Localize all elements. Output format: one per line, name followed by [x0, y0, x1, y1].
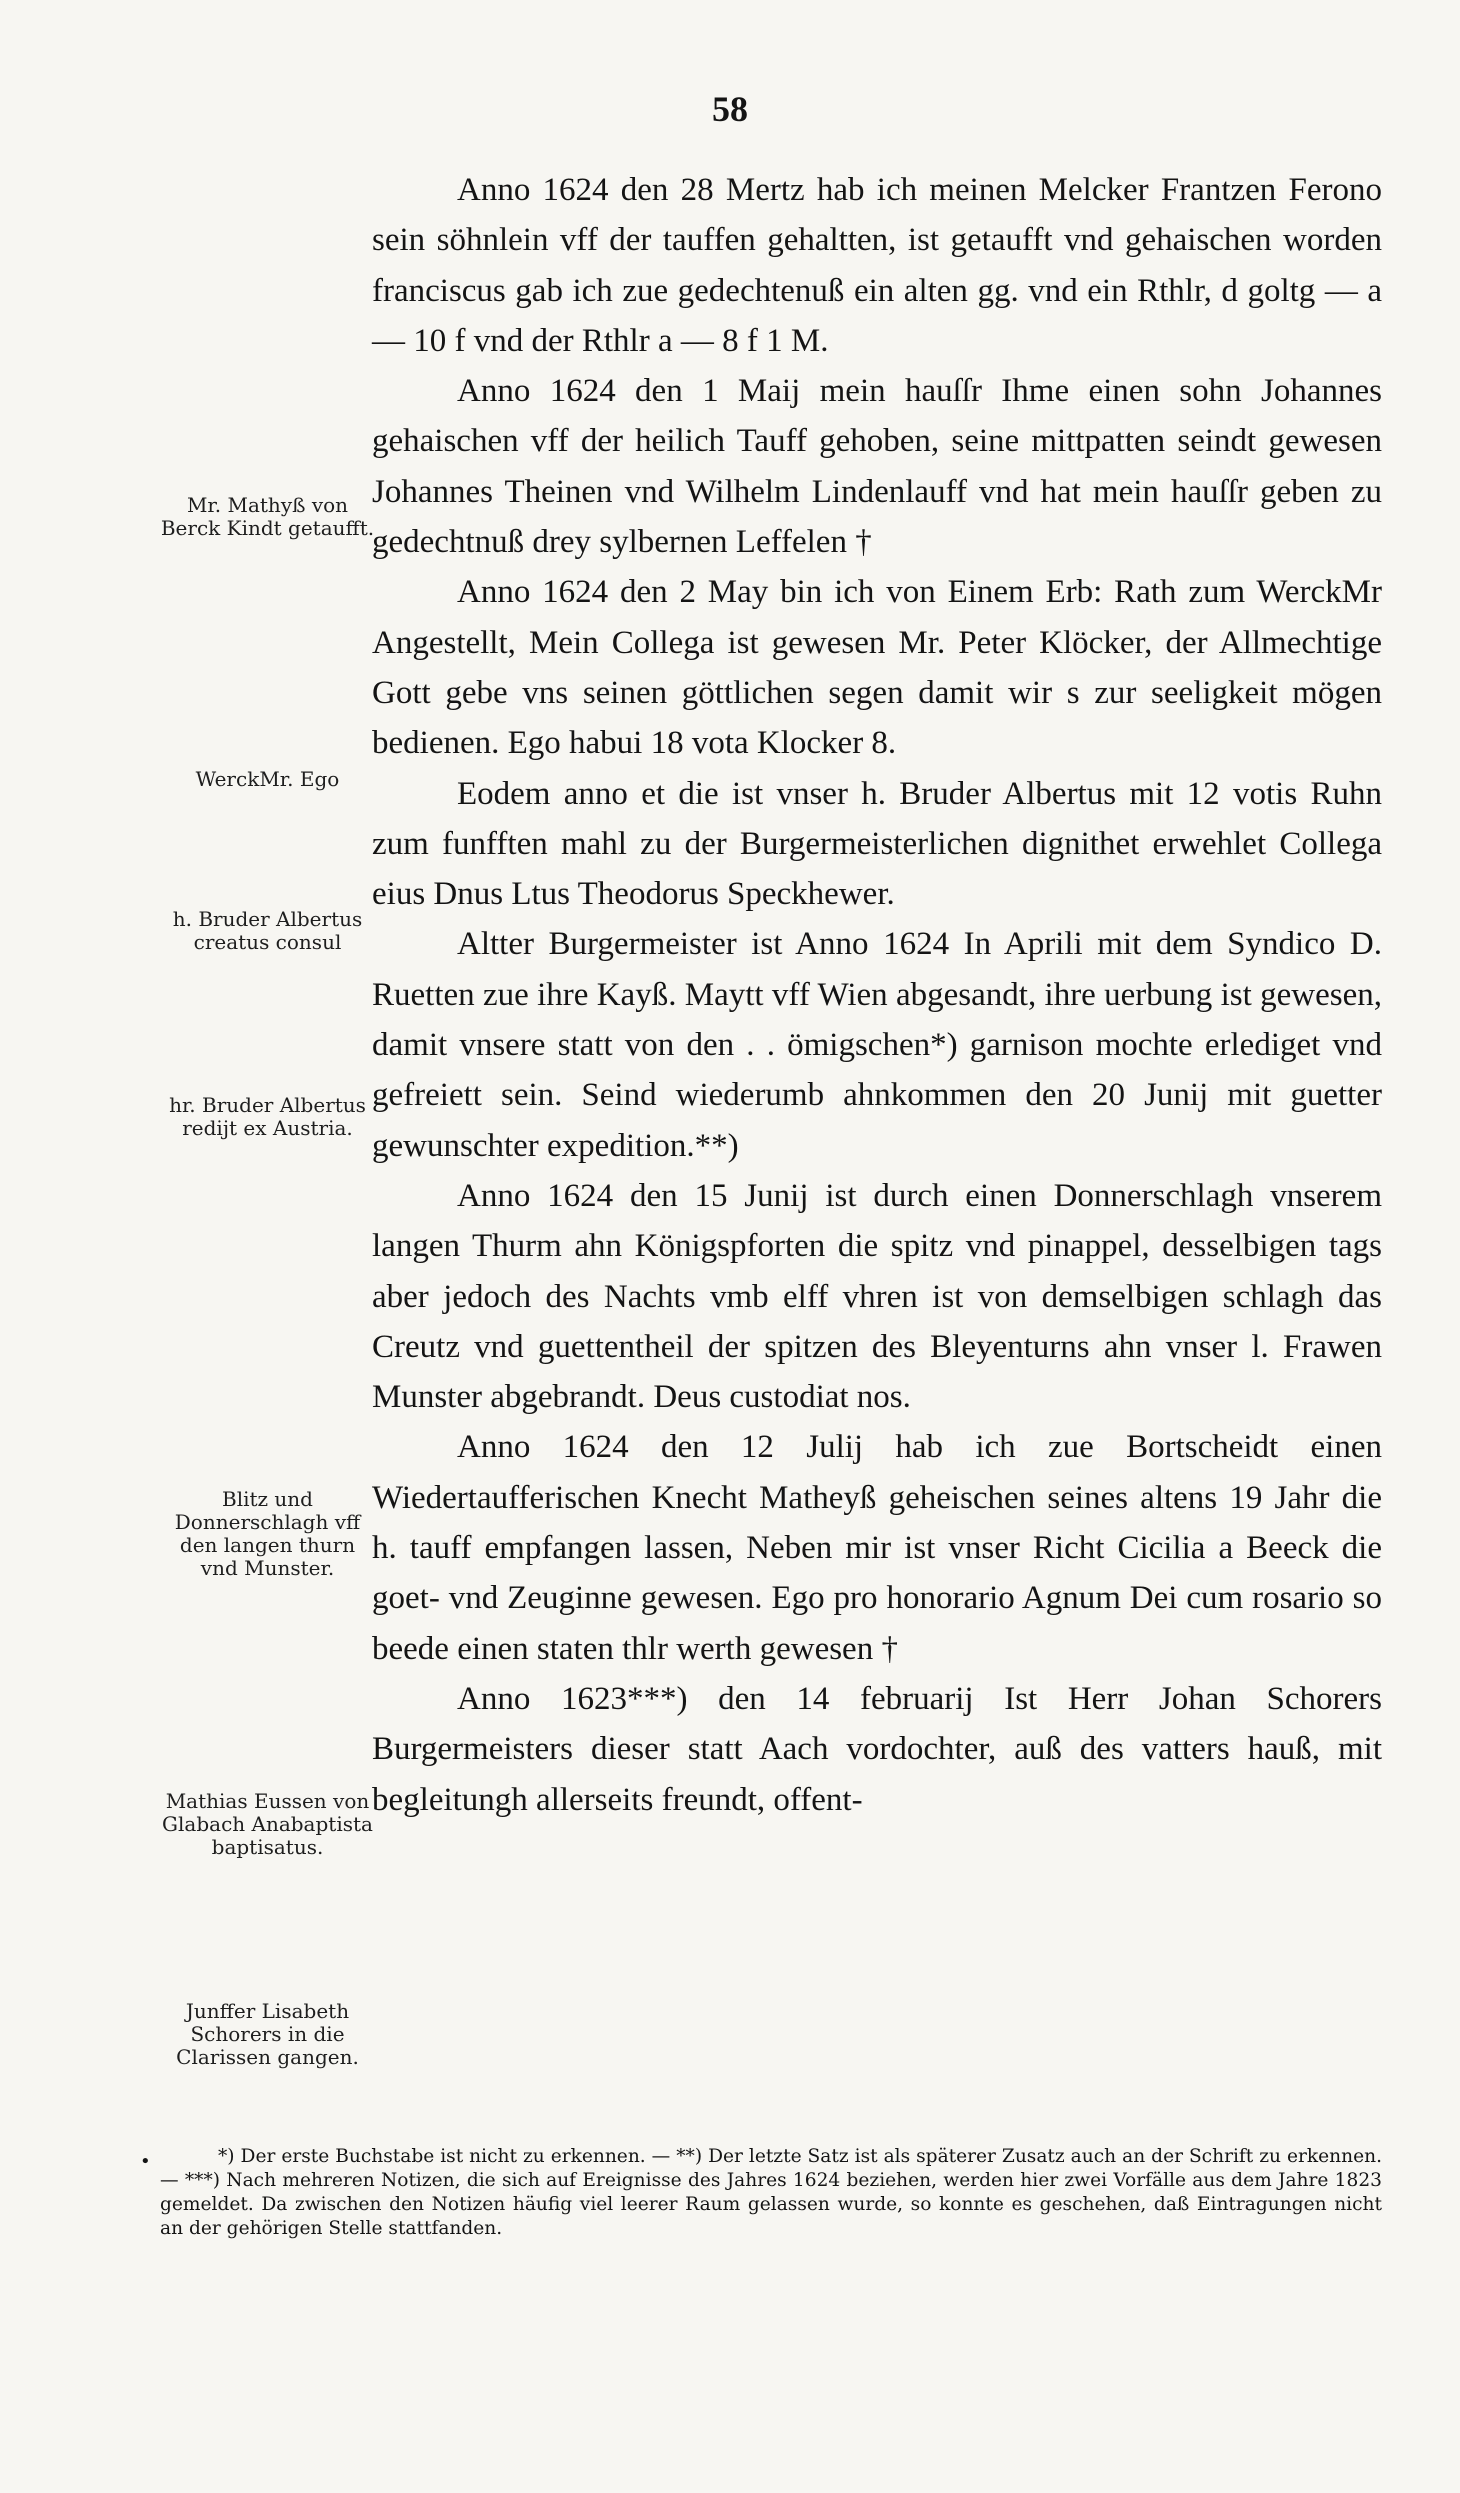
paragraph-6: Anno 1624 den 15 Junij ist durch einen Donnerschlagh vnserem langen Thurm ahn Königspforten die spitz vnd pinappel, desselbigen tags aber jedoch des Nachts vmb elff vhren ist von demselbigen schlagh das Creutz vnd guettentheil der spitzen des Bleyenturns ahn vnser l. Frawen Munster abgebrandt. Deus custodiat nos.: [372, 1177, 1382, 1416]
footnote-text: *) Der erste Buchstabe ist nicht zu erkennen. — **) Der letzte Satz ist als späterer Zusatz auch an der Schrift zu erkennen. — ***) Nach mehreren Notizen, die sich auf Ereignisse des Jahres 1624 beziehen, werden hier zwei Vorfälle aus dem Jahre 1823 gemeldet. Da zwischen den Notizen häufig viel leerer Raum gelassen wurde, so konnte es geschehen, daß Eintragungen nicht an der gehörigen Stelle stattfanden.: [160, 2146, 1382, 2239]
footnotes: [160, 2145, 1382, 2241]
paragraph-7: Anno 1624 den 12 Julij hab ich zue Bortscheidt einen Wiedertaufferischen Knecht Matheyß geheischen seines altens 19 Jahr die h. tauff empfangen lassen, Neben mir ist vnser Richt Cicilia a Beeck die goet- vnd Zeuginne gewesen. Ego pro honorario Agnum Dei cum rosario so beede einen staten thlr werth gewesen †: [372, 1429, 1382, 1667]
margin-note-anabaptist: Mathias Eussen von Glabach Anabaptista baptisatus.: [162, 1789, 373, 1859]
margin-note-clarissen: Junffer Lisabeth Schorers in die Clarissen gangen.: [176, 1999, 359, 2069]
margin-note-werckmeister: WerckMr. Ego: [195, 767, 340, 791]
body-text: [372, 165, 1382, 1825]
footnote-bullet: •: [140, 2151, 151, 2172]
paragraph-1: Anno 1624 den 28 Mertz hab ich meinen Melcker Frantzen Ferono sein söhnlein vff der tauffen gehaltten, ist getaufft vnd gehaischen worden franciscus gab ich zue gedechtenuß ein alten gg. vnd ein Rthlr, d goltg — a — 10 f vnd der Rthlr a — 8 f 1 M.: [372, 172, 1382, 359]
paragraph-3: Anno 1624 den 2 May bin ich von Einem Erb: Rath zum WerckMr Angestellt, Mein Collega ist gewesen Mr. Peter Klöcker, der Allmechtige Gott gebe vns seinen göttlichen segen damit wir s zur seeligkeit mögen bedienen. Ego habui 18 vota Klocker 8.: [372, 574, 1382, 762]
paragraph-4: Eodem anno et die ist vnser h. Bruder Albertus mit 12 votis Ruhn zum funfften mahl zu der Burgermeisterlichen dignithet erwehlet Collega eius Dnus Ltus Theodorus Speckhewer.: [372, 775, 1382, 913]
margin-note-consul: h. Bruder Albertus creatus consul: [172, 907, 363, 954]
margin-note-lightning: Blitz und Donnerschlagh vff den langen thurn vnd Munster.: [174, 1487, 361, 1580]
paragraph-8: Anno 1623***) den 14 februarij Ist Herr Johan Schorers Burgermeisters dieser statt Aach vordochter, auß des vatters hauß, mit begleitungh allerseits freundt, offent-: [372, 1680, 1382, 1818]
paragraph-5: Altter Burgermeister ist Anno 1624 In Aprili mit dem Syndico D. Ruetten zue ihre Kayß. Maytt vff Wien abgesandt, ihre uerbung ist gewesen, damit vnsere statt von den . . ömigschen*) garnison mochte erlediget vnd gefreiett sein. Seind wiederumb ahnkommen den 20 Junij mit guetter gewunschter expedition.**): [372, 926, 1382, 1164]
margin-note-return-austria: hr. Bruder Albertus redijt ex Austria.: [169, 1093, 366, 1140]
paragraph-2: Anno 1624 den 1 Maij mein hauſſr Ihme einen sohn Johannes gehaischen vff der heilich Tauff gehoben, seine mittpatten seindt gewesen Johannes Theinen vnd Wilhelm Lindenlauff vnd hat mein hauſſr geben zu gedechtnuß drey sylbernen Leffelen †: [372, 373, 1382, 561]
page-number: 58: [712, 89, 748, 129]
margin-note-baptism: Mr. Mathyß von Berck Kindt getaufft.: [160, 493, 375, 540]
